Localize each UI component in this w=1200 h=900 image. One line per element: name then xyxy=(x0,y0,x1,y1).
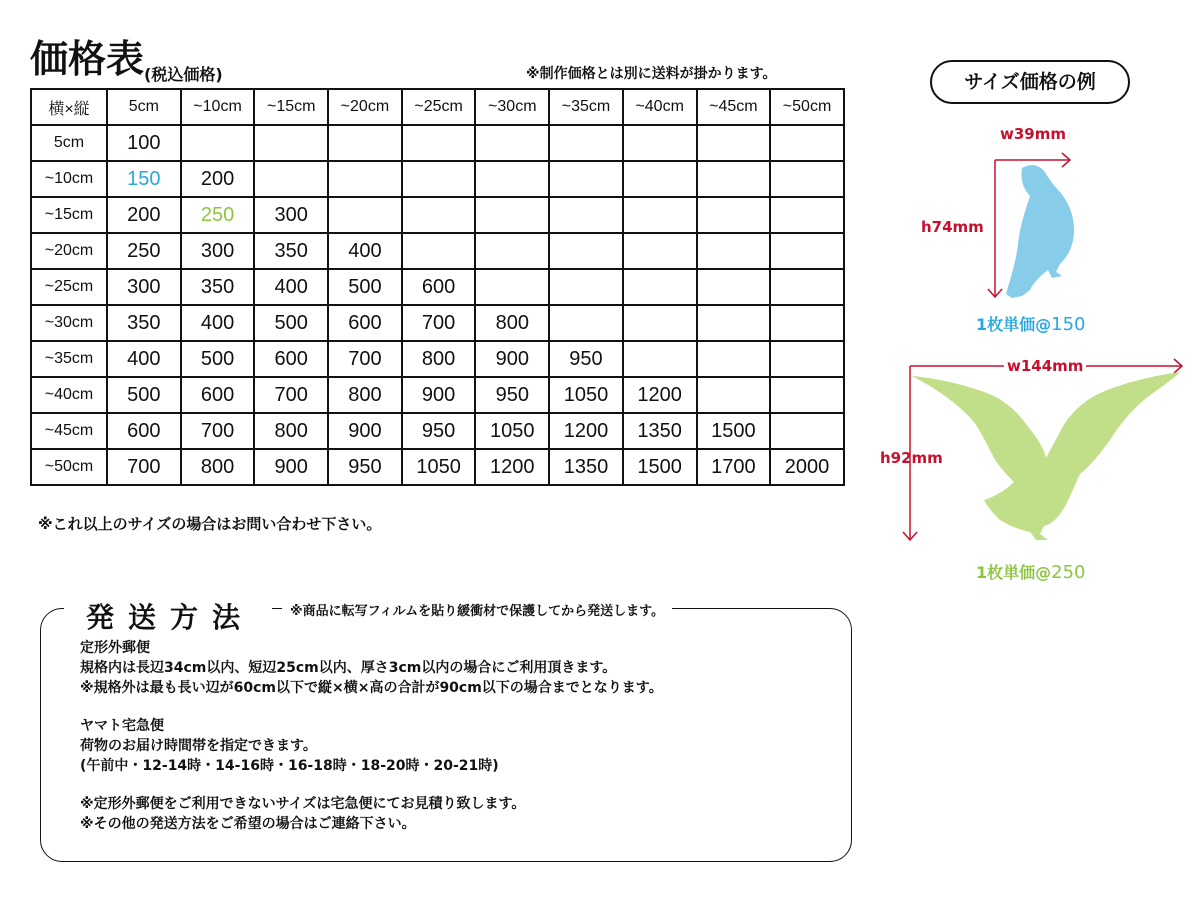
price-cell: 500 xyxy=(254,305,328,341)
shipping-fee-note: ※制作価格とは別に送料が掛かります。 xyxy=(526,66,777,82)
price-cell: 600 xyxy=(107,413,181,449)
price-cell: 900 xyxy=(254,449,328,485)
unit-price-value: 150 xyxy=(1051,314,1086,335)
row-header: ~45cm xyxy=(31,413,107,449)
shipping-line: (午前中・12-14時・14-16時・16-18時・18-20時・20-21時) xyxy=(80,758,499,774)
contact-note: ※これ以上のサイズの場合はお問い合わせ下さい。 xyxy=(38,515,382,533)
price-cell: 800 xyxy=(328,377,402,413)
price-cell: 900 xyxy=(328,413,402,449)
price-cell: 350 xyxy=(181,269,255,305)
price-cell: 700 xyxy=(181,413,255,449)
row-header: ~30cm xyxy=(31,305,107,341)
price-cell: 350 xyxy=(107,305,181,341)
price-cell: 800 xyxy=(181,449,255,485)
price-cell: 400 xyxy=(254,269,328,305)
corner-header: 横×縦 xyxy=(31,89,107,125)
shipping-line: ヤマト宅急便 xyxy=(80,718,164,734)
example1-unit-price xyxy=(976,312,1086,335)
price-cell: 1200 xyxy=(475,449,549,485)
row-header: ~35cm xyxy=(31,341,107,377)
price-cell: 950 xyxy=(328,449,402,485)
price-cell: 100 xyxy=(107,125,181,161)
price-cell: 350 xyxy=(254,233,328,269)
example1-height-label: h74mm xyxy=(921,218,984,236)
shipping-line: ※規格外は最も長い辺が60cm以下で縦×横×高の合計が90cm以下の場合までとなります。 xyxy=(80,680,663,696)
column-header: ~20cm xyxy=(328,89,402,125)
row-header: ~20cm xyxy=(31,233,107,269)
price-cell: 600 xyxy=(328,305,402,341)
shipping-line: ※その他の発送方法をご希望の場合はご連絡下さい。 xyxy=(80,816,416,832)
price-cell: 150 xyxy=(107,161,181,197)
spacer xyxy=(80,698,663,716)
price-cell: 1050 xyxy=(402,449,476,485)
column-header: ~50cm xyxy=(770,89,844,125)
column-header: ~25cm xyxy=(402,89,476,125)
column-header: ~40cm xyxy=(623,89,697,125)
price-cell: 300 xyxy=(181,233,255,269)
price-cell: 700 xyxy=(254,377,328,413)
column-header: ~45cm xyxy=(697,89,771,125)
row-header: ~25cm xyxy=(31,269,107,305)
example1-width-label: w39mm xyxy=(1000,125,1066,143)
unit-price-value: 250 xyxy=(1051,562,1086,583)
price-cell: 500 xyxy=(328,269,402,305)
page-title: 価格表 xyxy=(30,37,145,81)
price-cell: 950 xyxy=(402,413,476,449)
row-header: ~15cm xyxy=(31,197,107,233)
price-cell: 250 xyxy=(181,197,255,233)
price-cell: 400 xyxy=(328,233,402,269)
column-header: ~30cm xyxy=(475,89,549,125)
price-cell: 700 xyxy=(402,305,476,341)
price-cell: 600 xyxy=(402,269,476,305)
price-cell: 950 xyxy=(549,341,623,377)
price-cell: 300 xyxy=(254,197,328,233)
row-header: ~50cm xyxy=(31,449,107,485)
shipping-line: ※定形外郵便をご利用できないサイズは宅急便にてお見積り致します。 xyxy=(80,796,526,812)
price-cell: 600 xyxy=(254,341,328,377)
price-cell: 1700 xyxy=(697,449,771,485)
price-cell: 400 xyxy=(107,341,181,377)
unit-price-prefix: 1枚単価@ xyxy=(976,563,1052,582)
price-cell: 500 xyxy=(107,377,181,413)
shipping-text xyxy=(80,638,663,834)
price-cell: 700 xyxy=(107,449,181,485)
price-cell: 900 xyxy=(402,377,476,413)
eagle-perched-icon xyxy=(1006,165,1074,298)
example2-unit-price xyxy=(976,560,1086,583)
price-cell: 800 xyxy=(402,341,476,377)
example2-width-label: w144mm xyxy=(1004,357,1086,375)
row-header: ~10cm xyxy=(31,161,107,197)
example2-height-label: h92mm xyxy=(880,449,943,467)
row-header: 5cm xyxy=(31,125,107,161)
spacer xyxy=(80,776,663,794)
row-header: ~40cm xyxy=(31,377,107,413)
price-cell: 400 xyxy=(181,305,255,341)
price-cell: 1200 xyxy=(623,377,697,413)
price-cell: 1500 xyxy=(697,413,771,449)
shipping-subtitle: ※商品に転写フィルムを貼り緩衝材で保護してから発送します。 xyxy=(282,600,672,619)
price-cell: 1050 xyxy=(549,377,623,413)
price-cell: 300 xyxy=(107,269,181,305)
column-header: ~10cm xyxy=(181,89,255,125)
column-header: ~35cm xyxy=(549,89,623,125)
price-cell: 500 xyxy=(181,341,255,377)
price-cell: 1200 xyxy=(549,413,623,449)
price-cell: 800 xyxy=(254,413,328,449)
price-cell: 950 xyxy=(475,377,549,413)
shipping-line: 荷物のお届け時間帯を指定できます。 xyxy=(80,738,317,754)
price-cell: 250 xyxy=(107,233,181,269)
eagle-spread-wings-icon xyxy=(912,372,1180,540)
shipping-title: 発送方法 xyxy=(64,596,272,636)
price-cell: 700 xyxy=(328,341,402,377)
shipping-line: 規格内は長辺34cm以内、短辺25cm以内、厚さ3cm以内の場合にご利用頂きます。 xyxy=(80,660,617,676)
price-cell: 900 xyxy=(475,341,549,377)
price-cell: 200 xyxy=(107,197,181,233)
unit-price-prefix: 1枚単価@ xyxy=(976,315,1052,334)
tax-included-note: (税込価格) xyxy=(144,65,223,84)
column-header: ~15cm xyxy=(254,89,328,125)
price-cell: 1500 xyxy=(623,449,697,485)
price-cell: 1050 xyxy=(475,413,549,449)
price-cell: 200 xyxy=(181,161,255,197)
shipping-line: 定形外郵便 xyxy=(80,640,150,656)
size-example-badge: サイズ価格の例 xyxy=(930,60,1130,104)
price-cell: 2000 xyxy=(770,449,844,485)
price-cell: 800 xyxy=(475,305,549,341)
price-cell: 600 xyxy=(181,377,255,413)
price-cell: 1350 xyxy=(623,413,697,449)
price-cell: 1350 xyxy=(549,449,623,485)
column-header: 5cm xyxy=(107,89,181,125)
